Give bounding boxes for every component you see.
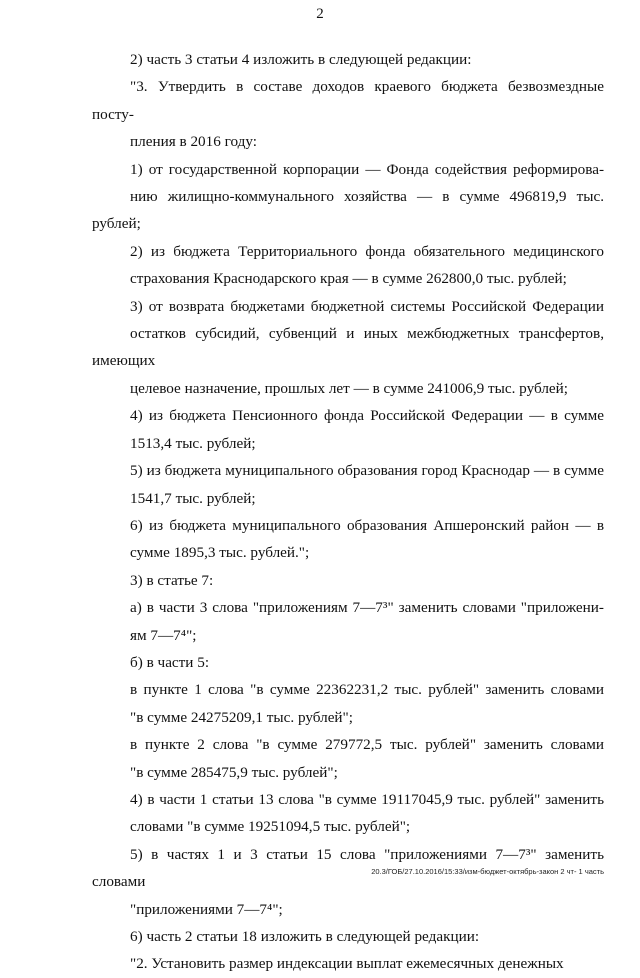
text-line: 1541,7 тыс. рублей; (130, 489, 256, 507)
text-line: страхования Краснодарского края — в сумме 262800,0 тыс. рублей; (130, 270, 567, 288)
paragraph (92, 950, 604, 977)
paragraph (92, 786, 604, 841)
footer-file-info: 20.3/ГОБ/27.10.2016/15:33/изм-бюджет-октябрь-закон 2 чт- 1 часть (371, 867, 604, 876)
text-line: сумме 1895,3 тыс. рублей."; (130, 544, 310, 562)
text-line: "в сумме 285475,9 тыс. рублей"; (130, 763, 338, 781)
paragraph (92, 238, 604, 293)
text-line: в пункте 2 слова "в сумме 279772,5 тыс. рублей" заменить словами (130, 736, 604, 754)
text-line: ям 7—7⁴"; (130, 626, 197, 644)
text-line: остатков субсидий, субвенций и иных межбюджетных трансфертов, имеющих (92, 325, 604, 370)
text-line: словами "в сумме 19251094,5 тыс. рублей"; (130, 818, 411, 836)
text-line: 2) часть 3 статьи 4 изложить в следующей редакции: (130, 51, 472, 68)
text-line: 2) из бюджета Территориального фонда обязательного медицинского (130, 242, 604, 260)
text-line: 1) от государственной корпорации — Фонда содействия реформирова- (130, 160, 604, 178)
text-line: "3. Утвердить в составе доходов краевого бюджета безвозмездные посту- (92, 78, 604, 123)
paragraph (92, 512, 604, 567)
paragraph (92, 594, 604, 649)
text-line: 4) из бюджета Пенсионного фонда Российской Федерации — в сумме (130, 407, 604, 425)
paragraph (92, 156, 604, 238)
paragraph (92, 293, 604, 403)
text-line: целевое назначение, прошлых лет — в сумме 241006,9 тыс. рублей; (130, 379, 568, 397)
text-line: 4) в части 1 статьи 13 слова "в сумме 19117045,9 тыс. рублей" заменить (130, 790, 604, 808)
text-line: 5) в частях 1 и 3 статьи 15 слова "приложениями 7—7³" заменить словами (92, 845, 604, 891)
paragraph (92, 567, 604, 594)
paragraph (92, 457, 604, 512)
paragraph (92, 402, 604, 457)
text-line: "приложениями 7—7⁴"; (130, 900, 283, 918)
paragraph (92, 73, 604, 155)
text-line: 1513,4 тыс. рублей; (130, 434, 256, 452)
text-line: б) в части 5: (130, 653, 210, 671)
paragraph (92, 649, 604, 676)
text-line: 5) из бюджета муниципального образования город Краснодар — в сумме (130, 462, 604, 480)
text-line: а) в части 3 слова "приложениям 7—7³" заменить словами "приложени- (130, 599, 604, 617)
document-body (92, 46, 604, 978)
paragraph (92, 841, 604, 923)
text-line: "2. Установить размер индексации выплат ежемесячных денежных (130, 955, 564, 973)
paragraph (92, 923, 604, 950)
paragraph (92, 731, 604, 786)
text-line: "в сумме 24275209,1 тыс. рублей"; (130, 708, 353, 726)
text-line: 6) из бюджета муниципального образования Апшеронский район — в (130, 516, 604, 534)
paragraph (92, 46, 604, 73)
text-line: 3) в статье 7: (130, 571, 214, 589)
text-line: пления в 2016 году: (130, 133, 257, 151)
text-line: нию жилищно-коммунального хозяйства — в сумме 496819,9 тыс. рублей; (92, 188, 604, 233)
text-line: в пункте 1 слова "в сумме 22362231,2 тыс. рублей" заменить словами (130, 681, 604, 699)
paragraph (92, 676, 604, 731)
page-number: 2 (316, 6, 324, 22)
text-line: 3) от возврата бюджетами бюджетной системы Российской Федерации (130, 297, 604, 315)
text-line: 6) часть 2 статьи 18 изложить в следующей редакции: (130, 928, 480, 945)
